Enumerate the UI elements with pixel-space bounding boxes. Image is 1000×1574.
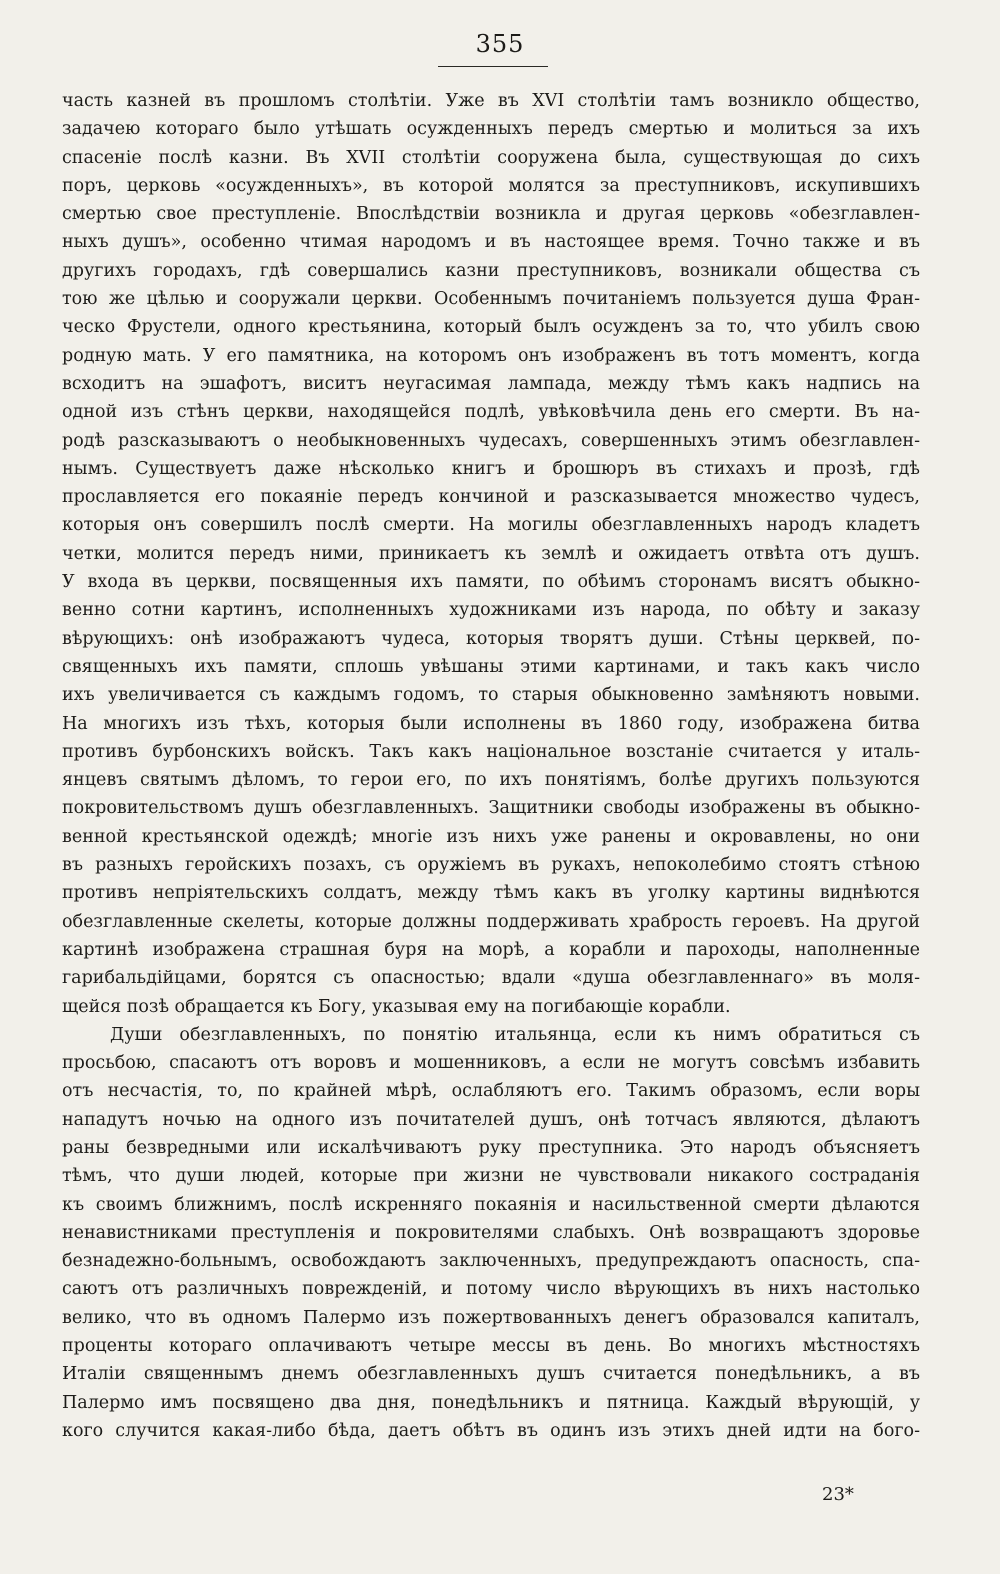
page-number: 355 [475, 30, 525, 58]
text-line: спасеніе послѣ казни. Въ XVII столѣтіи сооружена была, существующая до сихъ [62, 147, 920, 168]
text-line: тѣмъ, что души людей, которые при жизни не чувствовали никакого состраданія [62, 1166, 920, 1187]
text-line: противъ непріятельскихъ солдатъ, между тѣмъ какъ въ уголку картины виднѣются [62, 883, 920, 904]
text-line: янцевъ святымъ дѣломъ, то герои его, по ихъ понятіямъ, болѣе другихъ пользуются [62, 770, 920, 791]
text-line: гарибальдійцами, борятся съ опасностью; вдали «душа обезглавленнаго» въ моля- [62, 968, 920, 989]
text-line: четки, молится передъ ними, приникаетъ къ землѣ и ожидаетъ отвѣта отъ душъ. [62, 543, 920, 564]
text-line: ныхъ душъ», особенно чтимая народомъ и въ настоящее время. Точно также и въ [62, 232, 920, 253]
text-line: задачею котораго было утѣшать осужденныхъ передъ смертью и молиться за ихъ [62, 119, 920, 140]
text-line: У входа въ церкви, посвященныя ихъ памяти, по обѣимъ сторонамъ висятъ обыкно- [62, 572, 920, 593]
text-line: противъ бурбонскихъ войскъ. Такъ какъ національное возстаніе считается у италь- [62, 741, 920, 762]
text-line: Италіи священнымъ днемъ обезглавленныхъ душъ считается понедѣльникъ, а въ [62, 1364, 920, 1385]
text-line: въ разныхъ геройскихъ позахъ, съ оружіемъ въ рукахъ, непоколебимо стоятъ стѣною [62, 855, 920, 876]
text-line: ихъ увеличивается съ каждымъ годомъ, то старыя обыкновенно замѣняютъ новыми. [62, 685, 920, 706]
text-line: ческо Фрустели, одного крестьянина, который былъ осужденъ за то, что убилъ свою [62, 317, 920, 338]
text-line: венной крестьянской одеждѣ; многіе изъ нихъ уже ранены и окровавлены, но они [62, 826, 920, 847]
text-line: родѣ разсказываютъ о необыкновенныхъ чудесахъ, совершенныхъ этимъ обезглавлен- [62, 430, 920, 451]
text-line: священныхъ ихъ памяти, сплошь увѣшаны этими картинами, и такъ какъ число [62, 656, 920, 677]
text-line: поръ, церковь «осужденныхъ», въ которой молятся за преступниковъ, искупившихъ [62, 175, 920, 196]
text-line: тою же цѣлью и сооружали церкви. Особеннымъ почитаніемъ пользуется душа Фран- [62, 289, 920, 310]
text-line: ненавистниками преступленія и покровителями слабыхъ. Онѣ возвращаютъ здоровье [62, 1222, 920, 1243]
text-line: Палермо имъ посвящено два дня, понедѣльникъ и пятница. Каждый вѣрующій, у [62, 1392, 920, 1413]
text-line: которыя онъ совершилъ послѣ смерти. На могилы обезглавленныхъ народъ кладетъ [62, 515, 920, 536]
text-line: покровительствомъ душъ обезглавленныхъ. Защитники свободы изображены въ обыкно- [62, 798, 920, 819]
text-line: отъ несчастія, то, по крайней мѣрѣ, ослабляютъ его. Такимъ образомъ, если воры [62, 1081, 920, 1102]
text-line: кого случится какая-либо бѣда, даетъ обѣтъ въ одинъ изъ этихъ дней идти на бого- [62, 1420, 920, 1441]
text-line: На многихъ изъ тѣхъ, которыя были исполнены въ 1860 году, изображена битва [62, 713, 920, 734]
text-line: нымъ. Существуетъ даже нѣсколько книгъ и брошюръ въ стихахъ и прозѣ, гдѣ [62, 458, 920, 479]
text-line: проценты котораго оплачиваютъ четыре мессы въ день. Во многихъ мѣстностяхъ [62, 1336, 920, 1357]
text-line: раны безвредными или искалѣчиваютъ руку преступника. Это народъ объясняетъ [62, 1137, 920, 1158]
header-rule [438, 66, 548, 67]
text-line: велико, что въ одномъ Палермо изъ пожертвованныхъ денегъ образовался капиталъ, [62, 1307, 920, 1328]
text-line: вѣрующихъ: онѣ изображаютъ чудеса, которыя творятъ души. Стѣны церквей, по- [62, 628, 920, 649]
text-line: другихъ городахъ, гдѣ совершались казни преступниковъ, возникали общества съ [62, 260, 920, 281]
text-line: родную мать. У его памятника, на которомъ онъ изображенъ въ тотъ моментъ, когда [62, 345, 920, 366]
text-line: саютъ отъ различныхъ поврежденій, и потому число вѣрующихъ въ нихъ настолько [62, 1279, 920, 1300]
text-line: нападутъ ночью на одного изъ почитателей душъ, онѣ тотчасъ являются, дѣлаютъ [62, 1109, 920, 1130]
text-line: обезглавленные скелеты, которые должны поддерживать храбрость героевъ. На другой [62, 911, 920, 932]
paragraph-start-line: Души обезглавленныхъ, по понятію итальянца, если къ нимъ обратиться съ [110, 1024, 920, 1045]
text-line: одной изъ стѣнъ церкви, находящейся подлѣ, увѣковѣчила день его смерти. Въ на- [62, 402, 920, 423]
text-line: смертью свое преступленіе. Впослѣдствіи возникла и другая церковь «обезглавлен- [62, 204, 920, 225]
text-line: картинѣ изображена страшная буря на морѣ, а корабли и пароходы, наполненные [62, 939, 920, 960]
text-line: часть казней въ прошломъ столѣтіи. Уже въ XVI столѣтіи тамъ возникло общество, [62, 91, 920, 111]
signature-mark: 23* [822, 1484, 854, 1505]
text-line: всходитъ на эшафотъ, виситъ неугасимая лампада, между тѣмъ какъ надпись на [62, 373, 920, 394]
body-text [62, 87, 920, 1445]
text-line: къ своимъ ближнимъ, послѣ искренняго покаянія и насильственной смерти дѣлаются [62, 1194, 920, 1215]
text-line: венно сотни картинъ, исполненныхъ художниками изъ народа, по обѣту и заказу [62, 600, 920, 621]
text-line: безнадежно-больнымъ, освобождаютъ заключенныхъ, предупреждаютъ опасность, спа- [62, 1251, 920, 1272]
text-line: просьбою, спасаютъ отъ воровъ и мошенниковъ, а если не могутъ совсѣмъ избавить [62, 1053, 920, 1074]
text-line: прославляется его покаяніе передъ кончиной и разсказывается множество чудесъ, [62, 487, 920, 508]
paragraph-end-line: щейся позѣ обращается къ Богу, указывая ему на погибающіе корабли. [62, 996, 731, 1017]
